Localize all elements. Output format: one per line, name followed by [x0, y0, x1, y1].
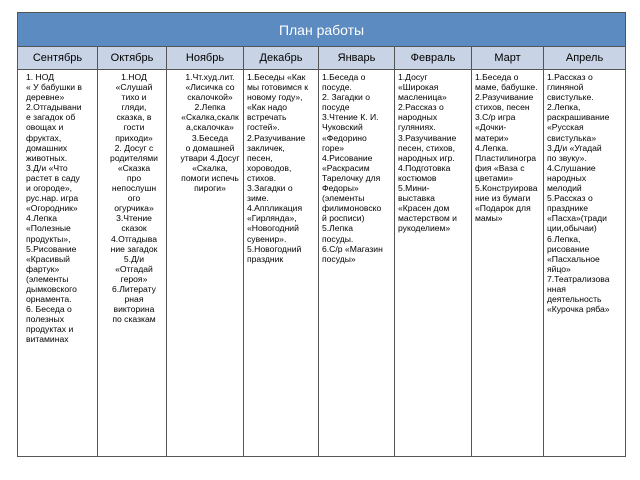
- plan-september: 1. НОД « У бабушки в деревне» 2.Отгадывани е загадок об овощах и фруктах, домашних животных. 3.Д/и «Что растет в саду и огороде», рус.нар. игра «Огородник» 4.Лепка «Полезные продукты», 5.Рисование «Красивый фартук» (элементы дымковского орнамента. 6. Беседа о полезных продуктах и витаминах: [26, 72, 82, 345]
- plan-january: 1.Беседа о посуде. 2. Загадки о посуде 3.Чтение К. И. Чуковский «Федорино горе» 4.Рисование «Раскрасим Тарелочку для Федоры» (элементы филимоновско й росписи) 5.Лепка посуды. 6.С/р «Магазин посуды»: [322, 72, 383, 264]
- month-header-row: [18, 47, 626, 70]
- plan-april: 1.Рассказ о глиняной свистульке. 2.Лепка, раскрашивание «Русская свистулька» 3.Д/и «Угадай по звуку». 4.Слушание народных мелодий 5.Рассказ о празднике «Пасха»(тради ции,обычаи) 6.Лепка, рисование «Пасхальное яйцо» 7.Театрализова нная деятельность «Курочка ряба»: [547, 72, 610, 315]
- month-header-december: Декабрь: [244, 47, 319, 70]
- plan-november: 1.Чт.худ.лит. «Лисичка со скалочкой» 2.Лепка «Скалка,скалк а,скалочка» 3.Беседа о домашней утвари 4.Досуг «Скалка, помоги испечь пироги»: [180, 72, 240, 194]
- cell-january: [319, 70, 395, 457]
- month-header-april: Апрель: [544, 47, 626, 70]
- cell-march: [472, 70, 544, 457]
- month-header-march: Март: [472, 47, 544, 70]
- content-row: [18, 70, 626, 457]
- plan-february: 1.Досуг «Широкая масленица» 2.Рассказ о народных гуляниях. 3.Разучивание песен, стихов, народных игр. 4.Подготовка костюмов 5.Мини- выставка «Красен дом мастерством и рукоделием»: [398, 72, 457, 234]
- month-header-november: Ноябрь: [167, 47, 244, 70]
- plan-march: 1.Беседа о маме, бабушке. 2.Разучивание стихов, песен 3.С/р игра «Дочки- матери» 4.Лепка. Пластилиногра фия «Ваза с цветами» 5.Конструирова ние из бумаги «Подарок для мамы»: [475, 72, 538, 224]
- cell-december: [244, 70, 319, 457]
- table-title: План работы: [18, 13, 626, 47]
- cell-september: [18, 70, 98, 457]
- month-header-january: Январь: [319, 47, 395, 70]
- plan-december: 1.Беседы «Как мы готовимся к новому году», «Как надо встречать гостей». 2.Разучивание закличек, песен, хороводов, стихов. 3.Загадки о зиме. 4.Аппликация «Гирлянда», «Новогодний сувенир». 5.Новогодний праздник: [247, 72, 308, 264]
- title-row: [18, 13, 626, 47]
- month-header-october: Октябрь: [98, 47, 167, 70]
- cell-february: [395, 70, 472, 457]
- plan-october: 1.НОД «Слушай тихо и гляди, сказка, в гости приходи» 2. Досуг с родителями «Сказка про непослушн ого огурчика» 3.Чтение сказок 4.Отгадыва ние загадок 5.Д/и «Отгадай героя» 6.Литерату рная викторина по сказкам: [110, 72, 158, 325]
- month-header-february: Февраль: [395, 47, 472, 70]
- month-header-september: Сентябрь: [18, 47, 98, 70]
- cell-april: [544, 70, 626, 457]
- cell-october: [98, 70, 167, 457]
- cell-november: [167, 70, 244, 457]
- work-plan-table: [17, 12, 626, 457]
